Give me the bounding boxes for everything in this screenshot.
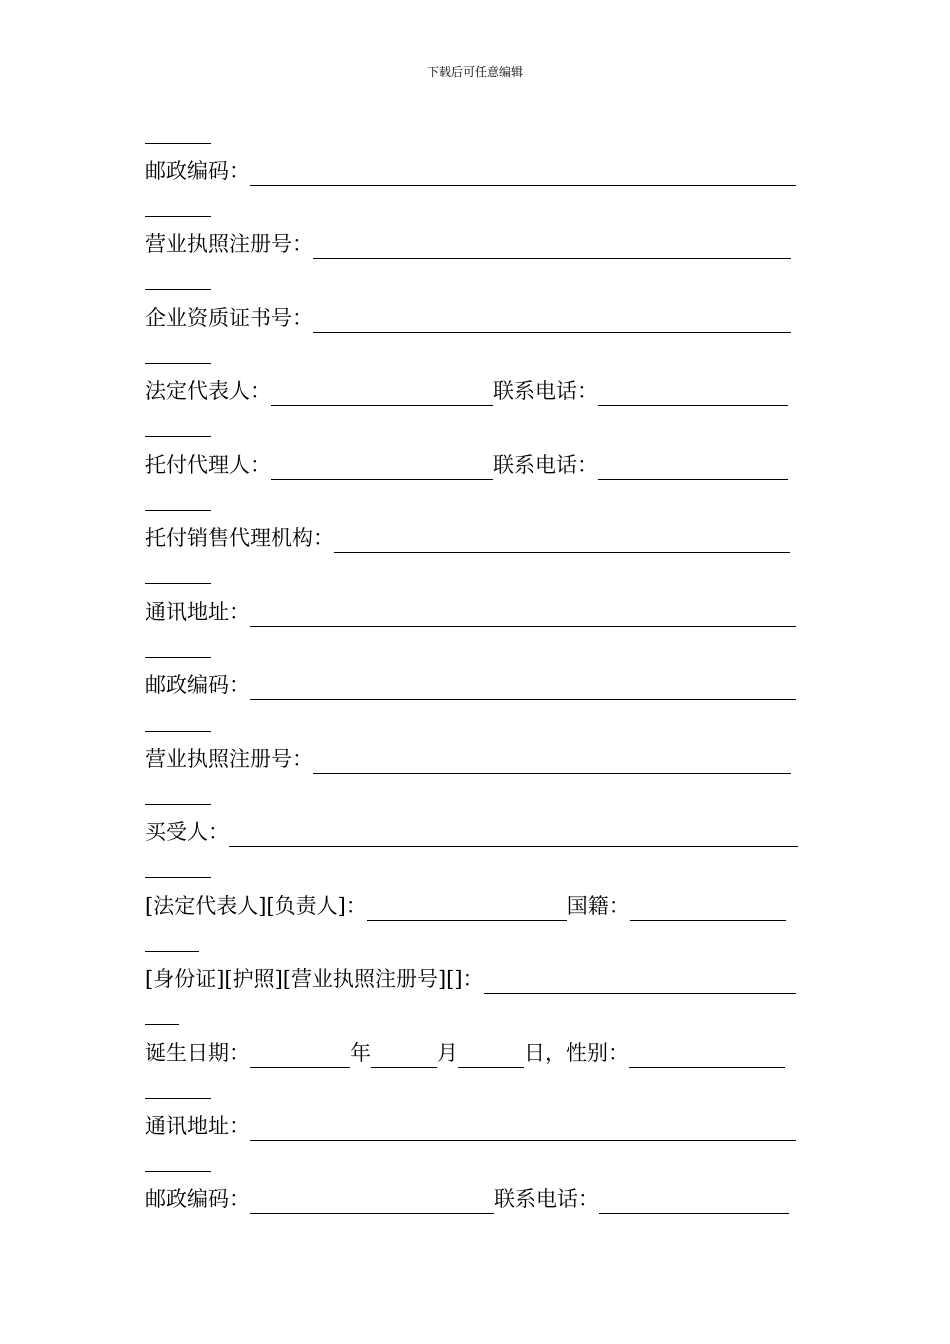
postal-code-blank[interactable] <box>250 1184 494 1214</box>
phone-blank[interactable] <box>599 1184 789 1214</box>
business-license-blank[interactable] <box>313 744 791 774</box>
birth-day-blank[interactable] <box>458 1038 524 1068</box>
id-document-blank[interactable] <box>484 964 796 994</box>
buyer-rep-label: [法定代表人][负责人]： <box>145 894 367 918</box>
legal-rep-blank[interactable] <box>271 376 493 406</box>
year-label: 年 <box>350 1041 371 1065</box>
trailing-underline <box>145 1024 179 1025</box>
nationality-blank[interactable] <box>630 891 786 921</box>
id-document-label: [身份证][护照][营业执照注册号][]： <box>145 967 484 991</box>
form-row-business-license-2 <box>145 744 807 774</box>
qualification-cert-blank[interactable] <box>313 303 791 333</box>
agent-phone-blank[interactable] <box>598 450 788 480</box>
birth-month-blank[interactable] <box>371 1038 437 1068</box>
business-license-blank[interactable] <box>313 229 791 259</box>
form-row-birth-date <box>145 1038 807 1068</box>
trailing-underline <box>145 877 211 878</box>
postal-code-label: 邮政编码： <box>145 1187 250 1211</box>
business-license-label: 营业执照注册号： <box>145 747 313 771</box>
form-row-address-2 <box>145 1111 807 1141</box>
form-row-id-document <box>145 964 807 994</box>
buyer-blank[interactable] <box>229 817 798 847</box>
form-row-legal-rep <box>145 376 807 406</box>
postal-code-label: 邮政编码： <box>145 673 250 697</box>
trailing-underline <box>145 143 211 144</box>
day-gender-label: 日，性别： <box>524 1041 629 1065</box>
trailing-underline <box>145 731 211 732</box>
gender-blank[interactable] <box>629 1038 785 1068</box>
trailing-underline <box>145 583 211 584</box>
qualification-cert-label: 企业资质证书号： <box>145 306 313 330</box>
trailing-underline <box>145 1098 211 1099</box>
birth-year-blank[interactable] <box>250 1038 350 1068</box>
nationality-label: 国籍： <box>566 894 630 918</box>
legal-rep-label: 法定代表人： <box>145 379 271 403</box>
postal-code-blank[interactable] <box>250 670 796 700</box>
address-label: 通讯地址： <box>145 1114 250 1138</box>
sales-agency-blank[interactable] <box>334 523 790 553</box>
form-row-postal-phone <box>145 1184 807 1214</box>
form-row-agent <box>145 450 807 480</box>
agent-phone-label: 联系电话： <box>493 453 598 477</box>
trailing-underline <box>145 289 211 290</box>
buyer-label: 买受人： <box>145 820 229 844</box>
trailing-underline <box>145 510 211 511</box>
trailing-underline <box>145 657 211 658</box>
birth-date-label: 诞生日期： <box>145 1041 250 1065</box>
agent-blank[interactable] <box>271 450 493 480</box>
form-row-postal-code <box>145 156 807 186</box>
sales-agency-label: 托付销售代理机构： <box>145 526 334 550</box>
address-blank[interactable] <box>250 1111 796 1141</box>
business-license-label: 营业执照注册号： <box>145 232 313 256</box>
trailing-underline <box>145 1171 211 1172</box>
trailing-underline <box>145 951 199 952</box>
phone-label: 联系电话： <box>494 1187 599 1211</box>
address-label: 通讯地址： <box>145 600 250 624</box>
address-blank[interactable] <box>250 597 796 627</box>
legal-rep-phone-label: 联系电话： <box>493 379 598 403</box>
trailing-underline <box>145 216 211 217</box>
form-row-postal-code-2 <box>145 670 807 700</box>
postal-code-blank[interactable] <box>250 156 796 186</box>
form-row-buyer <box>145 817 807 847</box>
agent-label: 托付代理人： <box>145 453 271 477</box>
legal-rep-phone-blank[interactable] <box>598 376 788 406</box>
month-label: 月 <box>437 1041 458 1065</box>
buyer-rep-blank[interactable] <box>367 891 567 921</box>
trailing-underline <box>145 363 211 364</box>
postal-code-label: 邮政编码： <box>145 159 250 183</box>
trailing-underline <box>145 804 211 805</box>
form-row-address <box>145 597 807 627</box>
trailing-underline <box>145 436 211 437</box>
form-row-business-license <box>145 229 807 259</box>
page-header: 下载后可任意编辑 <box>426 65 523 79</box>
form-row-qualification-cert <box>145 303 807 333</box>
form-row-buyer-rep <box>145 891 807 921</box>
form-row-sales-agency <box>145 523 807 553</box>
